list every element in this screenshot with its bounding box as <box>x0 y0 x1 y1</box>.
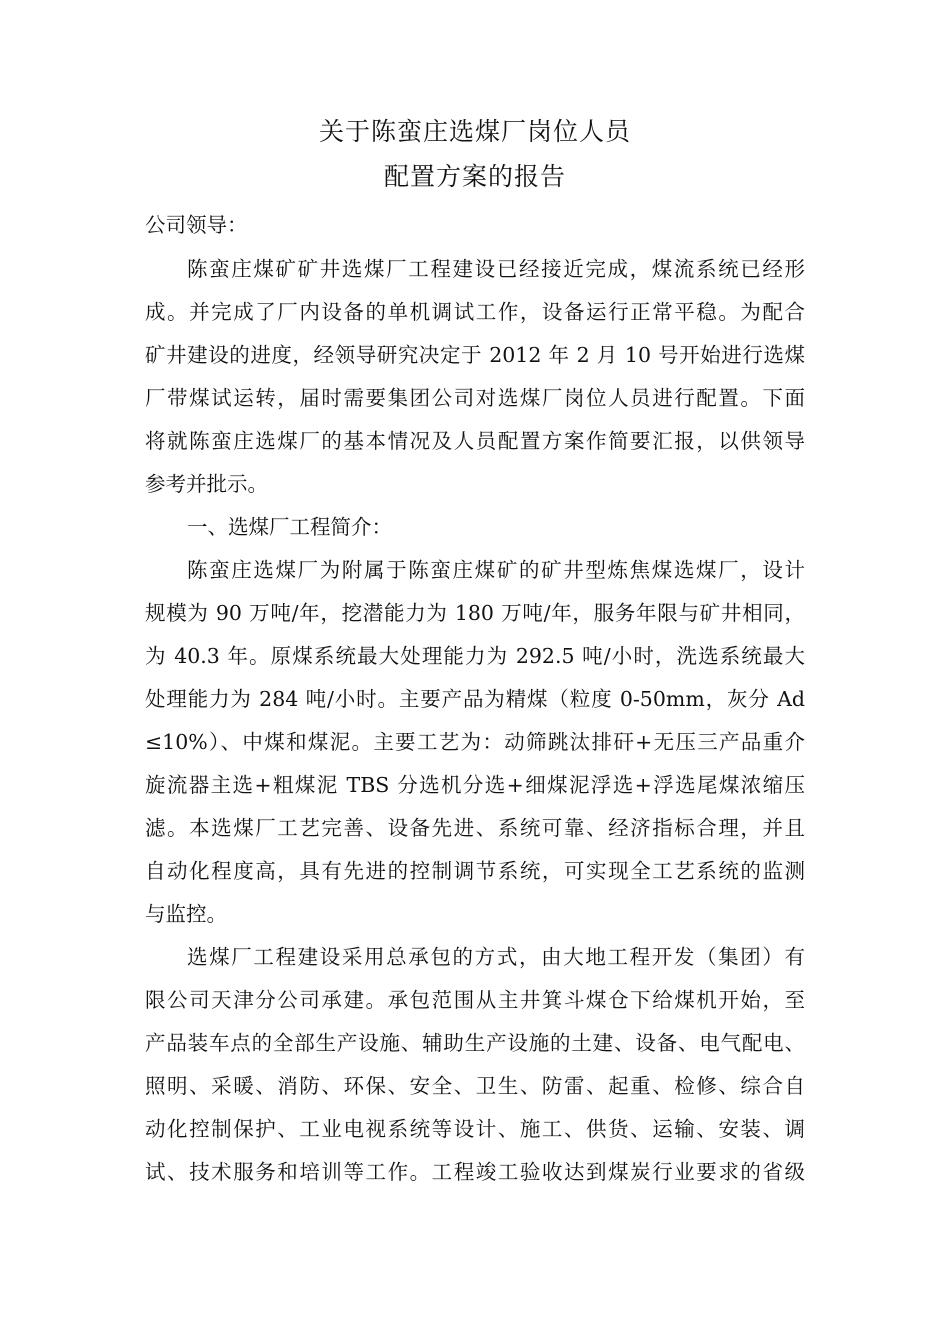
paragraph-line: 将就陈蛮庄选煤厂的基本情况及人员配置方案作简要汇报，以供领导 <box>145 429 805 453</box>
paragraph-line: 处理能力为 284 吨/小时。主要产品为精煤（粒度 0-50mm，灰分 Ad <box>145 687 805 711</box>
report-title-line-1: 关于陈蛮庄选煤厂岗位人员 <box>318 117 631 146</box>
paragraph-line: 产品装车点的全部生产设施、辅助生产设施的土建、设备、电气配电、 <box>145 1031 805 1055</box>
paragraph-line: 限公司天津分公司承建。承包范围从主井箕斗煤仓下给煤机开始，至 <box>145 988 805 1012</box>
paragraph-line: 规模为 90 万吨/年，挖潜能力为 180 万吨/年，服务年限与矿井相同， <box>145 601 805 625</box>
paragraph-line: 陈蛮庄选煤厂为附属于陈蛮庄煤矿的矿井型炼焦煤选煤厂，设计 <box>187 558 805 582</box>
salutation: 公司领导： <box>145 213 248 237</box>
paragraph-line: 试、技术服务和培训等工作。工程竣工验收达到煤炭行业要求的省级 <box>145 1160 805 1184</box>
paragraph-line: 陈蛮庄煤矿矿井选煤厂工程建设已经接近完成，煤流系统已经形 <box>187 257 805 281</box>
paragraph-line: 旋流器主选+粗煤泥 TBS 分选机分选+细煤泥浮选+浮选尾煤浓缩压 <box>145 773 805 797</box>
section-heading: 一、选煤厂工程简介： <box>187 515 392 539</box>
paragraph-line: 选煤厂工程建设采用总承包的方式，由大地工程开发（集团）有 <box>187 945 805 969</box>
paragraph-line: 为 40.3 年。原煤系统最大处理能力为 292.5 吨/小时，洗选系统最大 <box>145 644 805 668</box>
paragraph-line: 自动化程度高，具有先进的控制调节系统，可实现全工艺系统的监测 <box>145 859 805 883</box>
paragraph-line: ≤10%）、中煤和煤泥。主要工艺为：动筛跳汰排矸+无压三产品重介 <box>145 730 805 754</box>
paragraph-line: 参考并批示。 <box>145 472 268 496</box>
paragraph-line: 与监控。 <box>145 902 227 926</box>
paragraph-line: 矿井建设的进度，经领导研究决定于 2012 年 2 月 10 号开始进行选煤 <box>145 343 805 367</box>
paragraph-line: 动化控制保护、工业电视系统等设计、施工、供货、运输、安装、调 <box>145 1117 805 1141</box>
paragraph-line: 成。并完成了厂内设备的单机调试工作，设备运行正常平稳。为配合 <box>145 300 805 324</box>
paragraph-line: 滤。本选煤厂工艺完善、设备先进、系统可靠、经济指标合理，并且 <box>145 816 805 840</box>
paragraph-line: 厂带煤试运转，届时需要集团公司对选煤厂岗位人员进行配置。下面 <box>145 386 805 410</box>
report-title-line-2: 配置方案的报告 <box>383 162 566 191</box>
paragraph-line: 照明、采暖、消防、环保、安全、卫生、防雷、起重、检修、综合自 <box>145 1074 805 1098</box>
